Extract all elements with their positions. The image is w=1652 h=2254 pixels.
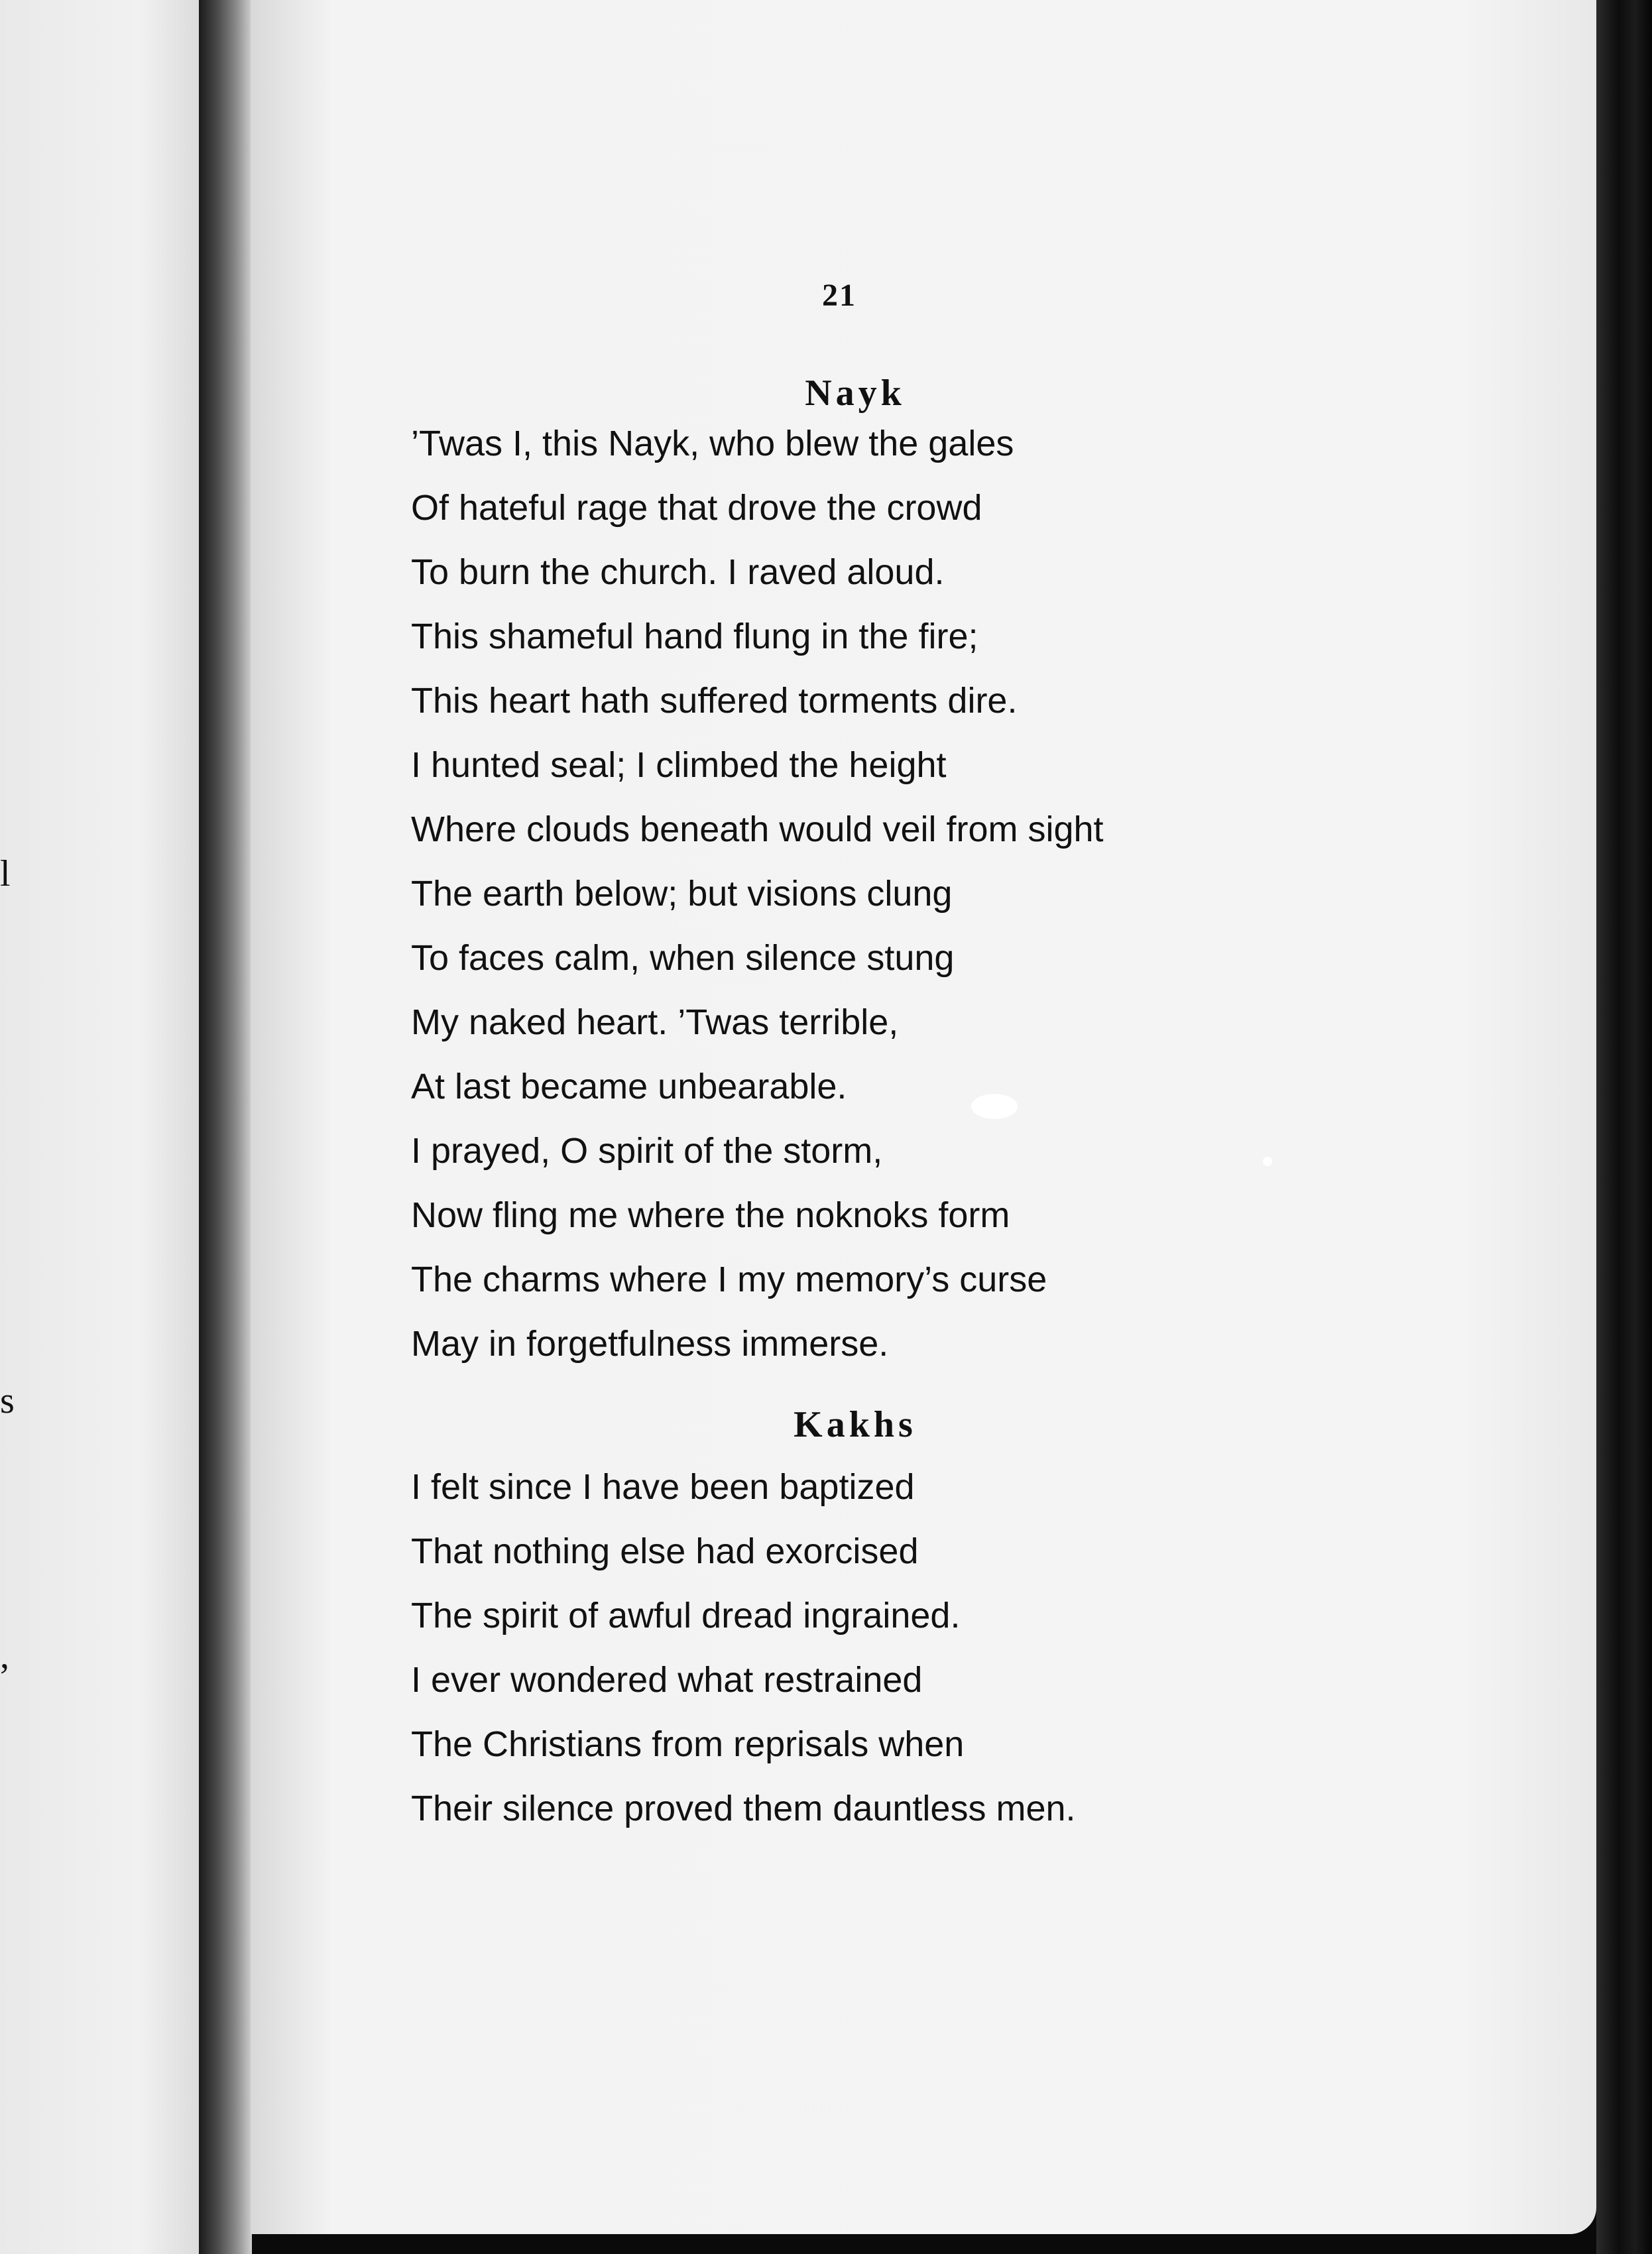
poem-line: The Christians from reprisals when (411, 1724, 965, 1764)
poem-line: I hunted seal; I climbed the height (411, 745, 947, 785)
poem-line: I ever wondered what restrained (411, 1660, 923, 1700)
stanza-nayk (411, 412, 1498, 1376)
poem-line: The spirit of awful dread ingrained. (411, 1596, 961, 1635)
poem-line: Of hateful rage that drove the crowd (411, 488, 982, 528)
poem-line: That nothing else had exorcised (411, 1531, 919, 1571)
poem-line: The earth below; but visions clung (411, 874, 953, 914)
poem-line: Their silence proved them dauntless men. (411, 1789, 1076, 1828)
poem-line: I felt since I have been baptized (411, 1467, 915, 1507)
section-title-kakhs: Kakhs (794, 1404, 917, 1445)
poem-line: Now fling me where the noknoks form (411, 1195, 1010, 1235)
page-edge (1596, 0, 1652, 2254)
left-page-fragment: , (0, 1635, 9, 1677)
poem-line: At last became unbearable. (411, 1067, 847, 1106)
poem-line: To burn the church. I raved aloud. (411, 552, 945, 592)
left-page (0, 0, 199, 2254)
left-page-fragment: l (0, 853, 11, 894)
poem-line: My naked heart. ’Twas terrible, (411, 1002, 899, 1042)
poem-line: I prayed, O spirit of the storm, (411, 1131, 883, 1171)
page-number: 21 (822, 278, 856, 313)
book-gutter (199, 0, 252, 2254)
poem-line: To faces calm, when silence stung (411, 938, 955, 978)
section-title-nayk: Nayk (805, 373, 906, 414)
left-page-fragment: s (0, 1380, 15, 1421)
poem-content (411, 265, 1498, 1841)
poem-line: This shameful hand flung in the fire; (411, 617, 978, 656)
poem-line: Where clouds beneath would veil from sight (411, 809, 1104, 849)
poem-line: May in forgetfulness immerse. (411, 1324, 889, 1364)
poem-line: The charms where I my memory’s curse (411, 1260, 1047, 1299)
stanza-kakhs (411, 1455, 1498, 1841)
poem-line: ’Twas I, this Nayk, who blew the gales (411, 424, 1014, 463)
poem-line: This heart hath suffered torments dire. (411, 681, 1018, 721)
